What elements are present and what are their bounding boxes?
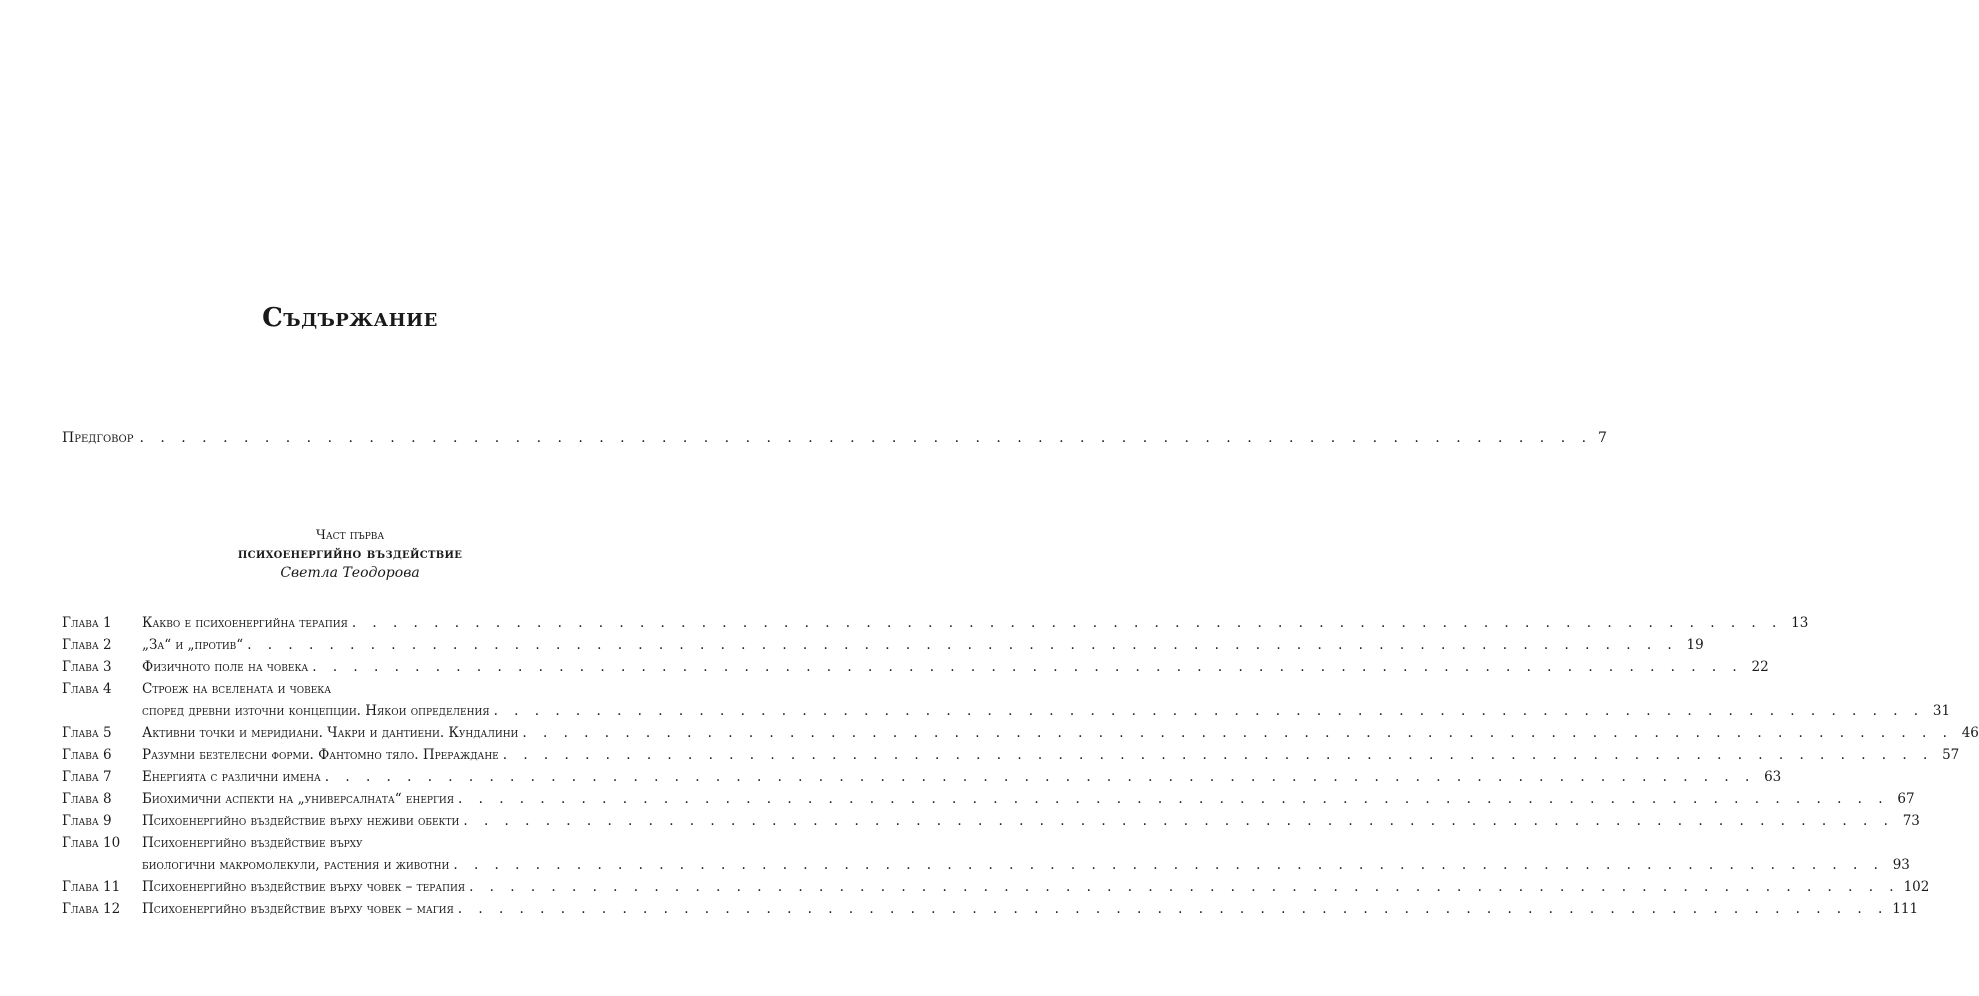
toc-chapter-entry[interactable]	[62, 722, 1979, 744]
chapter-page-number: 13	[1791, 615, 1809, 631]
chapter-title-text: Енергията с различни имена	[142, 769, 321, 785]
toc-chapter-entry[interactable]	[62, 744, 1960, 766]
chapter-title-line	[142, 898, 1918, 920]
chapter-title-text: Психоенергийно въздействие върху	[142, 835, 363, 851]
chapter-title-line	[142, 832, 1910, 854]
part-author: Светла Теодорова	[280, 565, 420, 581]
chapter-entry-body	[142, 634, 1704, 656]
chapter-entry-body	[142, 832, 1910, 876]
chapter-page-number: 73	[1902, 813, 1920, 829]
leader-dots	[522, 722, 1953, 744]
part-title: психоенергийно въздействие	[237, 546, 463, 562]
toc-chapter-entry[interactable]	[62, 788, 1915, 810]
chapter-number: Глава 5	[62, 725, 112, 741]
chapter-title-line	[142, 744, 1959, 766]
chapter-page-number: 63	[1764, 769, 1782, 785]
chapter-entry-body	[142, 678, 1950, 722]
part-heading	[0, 527, 700, 583]
chapter-page-number: 111	[1892, 901, 1919, 917]
chapter-number: Глава 9	[62, 813, 112, 829]
leader-dots	[352, 612, 1783, 634]
chapter-title-line	[142, 854, 1910, 876]
toc-chapter-entry[interactable]	[62, 634, 1704, 656]
chapter-title-text: „За“ и „против“	[142, 637, 244, 653]
chapter-number: Глава 10	[62, 835, 121, 851]
chapter-title-line	[142, 678, 1950, 700]
preface-page: 7	[1598, 430, 1607, 446]
chapter-title-line	[142, 810, 1920, 832]
chapter-number: Глава 12	[62, 901, 121, 917]
page-title: Съдържание	[262, 303, 438, 333]
leader-dots	[247, 634, 1678, 656]
chapter-entry-body	[142, 744, 1959, 766]
chapter-title-line	[142, 634, 1704, 656]
chapter-entry-body	[142, 810, 1920, 832]
chapter-number: Глава 3	[62, 659, 112, 675]
chapter-page-number: 67	[1897, 791, 1915, 807]
toc-preface-entry[interactable]	[62, 430, 1607, 446]
chapter-number: Глава 6	[62, 747, 112, 763]
chapter-entry-body	[142, 876, 1929, 898]
chapter-title-text: Психоенергийно въздействие върху човек – терапия	[142, 879, 466, 895]
leader-dots	[458, 898, 1889, 920]
toc-chapter-entry[interactable]	[62, 656, 1769, 678]
chapter-number: Глава 11	[62, 879, 121, 895]
chapter-title-line	[142, 656, 1769, 678]
chapter-number: Глава 4	[62, 681, 112, 697]
chapter-title-text: Активни точки и меридиани. Чакри и дантиени. Кундалини	[142, 725, 519, 741]
leader-dots	[325, 766, 1756, 788]
chapter-title-line	[142, 766, 1781, 788]
chapter-page-number: 102	[1903, 879, 1930, 895]
chapter-entry-body	[142, 612, 1808, 634]
chapter-page-number: 22	[1751, 659, 1769, 675]
leader-dots	[503, 744, 1934, 766]
toc-chapter-entry[interactable]	[62, 810, 1920, 832]
chapter-title-line	[142, 722, 1979, 744]
chapter-title-text: Какво е психоенергийна терапия	[142, 615, 348, 631]
chapter-page-number: 31	[1932, 703, 1951, 719]
toc-chapter-entry[interactable]	[62, 612, 1809, 634]
chapter-page-number: 19	[1686, 637, 1704, 653]
leader-dots	[469, 876, 1900, 898]
chapter-number: Глава 1	[62, 615, 112, 631]
chapter-title-text: според древни източни концепции. Някои определения	[142, 703, 490, 719]
toc-chapter-entry[interactable]	[62, 876, 1930, 898]
toc-chapter-entry[interactable]	[62, 678, 1951, 722]
leader-dots	[453, 854, 1884, 876]
toc-chapter-entry[interactable]	[62, 766, 1782, 788]
chapter-title-text: Психоенергийно въздействие върху човек – магия	[142, 901, 454, 917]
leader-dots	[494, 700, 1925, 722]
part-label: Част първа	[315, 528, 385, 543]
chapter-title-text: биологични макромолекули, растения и животни	[142, 857, 450, 873]
chapter-title-line	[142, 876, 1929, 898]
preface-label: Предговор	[62, 430, 134, 446]
chapter-title-line	[142, 788, 1915, 810]
chapter-title-line	[142, 700, 1950, 722]
chapter-entry-body	[142, 722, 1979, 744]
leader-dots	[139, 430, 1592, 446]
chapter-list	[62, 612, 1979, 920]
toc-chapter-entry[interactable]	[62, 898, 1919, 920]
chapter-page-number: 57	[1942, 747, 1960, 763]
chapter-number: Глава 2	[62, 637, 112, 653]
chapter-title-line	[142, 612, 1808, 634]
chapter-entry-body	[142, 766, 1781, 788]
chapter-title-text: Биохимични аспекти на „универсалната“ енергия	[142, 791, 455, 807]
toc-chapter-entry[interactable]	[62, 832, 1910, 876]
chapter-title-text: Психоенергийно въздействие върху неживи обекти	[142, 813, 460, 829]
chapter-entry-body	[142, 898, 1918, 920]
leader-dots	[458, 788, 1889, 810]
chapter-page-number: 46	[1961, 725, 1979, 741]
leader-dots	[312, 656, 1743, 678]
leader-dots	[463, 810, 1894, 832]
chapter-title-text: Строеж на вселената и човека	[142, 681, 332, 697]
chapter-page-number: 93	[1892, 857, 1910, 873]
chapter-entry-body	[142, 788, 1915, 810]
chapter-title-text: Разумни безтелесни форми. Фантомно тяло. Прераждане	[142, 747, 499, 763]
chapter-entry-body	[142, 656, 1769, 678]
chapter-number: Глава 7	[62, 769, 112, 785]
chapter-number: Глава 8	[62, 791, 112, 807]
chapter-title-text: Физичното поле на човека	[142, 659, 309, 675]
